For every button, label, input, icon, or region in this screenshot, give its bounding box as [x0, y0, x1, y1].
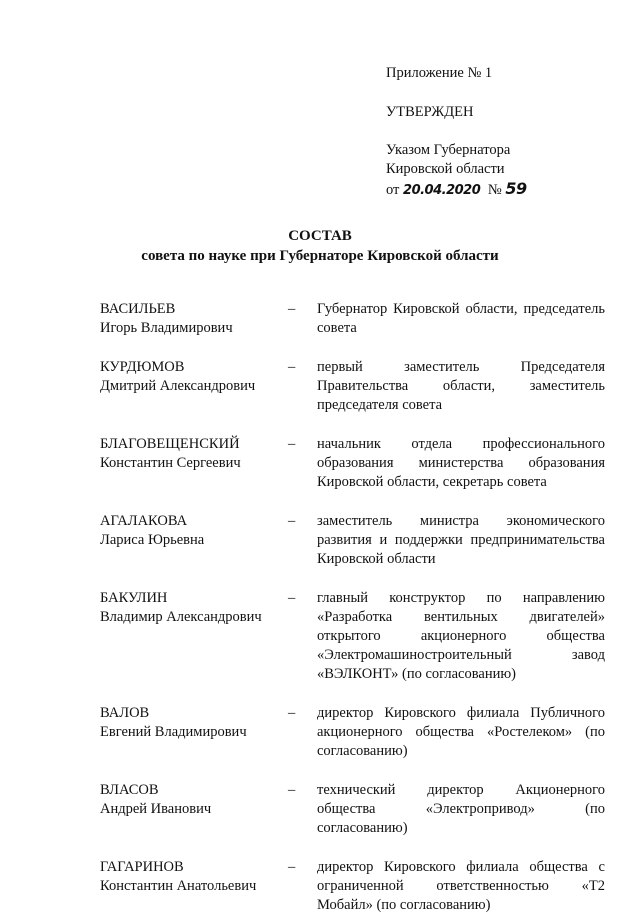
dash: –	[288, 590, 296, 606]
approval-block	[386, 64, 527, 200]
decree-line-1: Указом Губернатора	[386, 142, 511, 158]
member-surname: БЛАГОВЕЩЕНСКИЙ	[100, 436, 240, 452]
members-list	[100, 300, 610, 915]
member-name	[100, 858, 280, 896]
member-surname: ГАГАРИНОВ	[100, 859, 184, 875]
dash: –	[288, 782, 296, 798]
member-surname: ВЛАСОВ	[100, 782, 159, 798]
member-name	[100, 781, 280, 819]
member-name	[100, 300, 280, 338]
decree-line-2: Кировской области	[386, 161, 505, 177]
dash: –	[288, 359, 296, 375]
member-name	[100, 704, 280, 742]
member-row	[100, 589, 610, 684]
document-title	[0, 226, 640, 266]
member-given-name: Евгений Владимирович	[100, 724, 247, 740]
member-given-name: Константин Анатольевич	[100, 878, 257, 894]
title-heading: СОСТАВ	[288, 228, 352, 244]
annex-label: Приложение № 1	[386, 65, 493, 81]
member-row	[100, 300, 610, 338]
dash: –	[288, 513, 296, 529]
member-row	[100, 781, 610, 838]
member-surname: АГАЛАКОВА	[100, 513, 188, 529]
member-role: технический директор Акционерного общества «Электропривод» (по согласованию)	[317, 782, 605, 836]
member-role: главный конструктор по направлению «Разработка вентильных двигателей» открытого акционерного общества «Электромашиностроительный завод «ВЭЛКОНТ» (по согласованию)	[317, 590, 605, 682]
member-role: первый заместитель Председателя Правительства области, заместитель председателя совета	[317, 359, 605, 413]
member-given-name: Дмитрий Александрович	[100, 378, 256, 394]
decree-date-line	[386, 179, 527, 200]
member-role: директор Кировского филиала общества с ограниченной ответственностью «Т2 Мобайл» (по согласованию)	[317, 859, 605, 913]
dash: –	[288, 301, 296, 317]
member-surname: ВАЛОВ	[100, 705, 150, 721]
from-label: от	[386, 182, 400, 198]
handwritten-number: 59	[505, 179, 527, 198]
member-row	[100, 358, 610, 415]
approved-label: УТВЕРЖДЕН	[386, 104, 474, 120]
member-row	[100, 512, 610, 569]
member-role: директор Кировского филиала Публичного акционерного общества «Ростелеком» (по согласованию)	[317, 705, 605, 759]
member-surname: БАКУЛИН	[100, 590, 168, 606]
member-name	[100, 358, 280, 396]
member-row	[100, 704, 610, 761]
handwritten-date: 20.04.2020	[403, 183, 481, 198]
member-given-name: Андрей Иванович	[100, 801, 212, 817]
member-given-name: Игорь Владимирович	[100, 320, 233, 336]
member-given-name: Константин Сергеевич	[100, 455, 241, 471]
member-given-name: Лариса Юрьевна	[100, 532, 205, 548]
number-sign: №	[487, 182, 502, 198]
member-name	[100, 512, 280, 550]
title-subheading: совета по науке при Губернаторе Кировской области	[141, 248, 499, 264]
member-row	[100, 858, 610, 915]
member-row	[100, 435, 610, 492]
member-surname: ВАСИЛЬЕВ	[100, 301, 176, 317]
member-role: заместитель министра экономического развития и поддержки предпринимательства Кировской области	[317, 513, 605, 567]
member-role: Губернатор Кировской области, председатель совета	[317, 301, 605, 336]
member-given-name: Владимир Александрович	[100, 609, 262, 625]
dash: –	[288, 705, 296, 721]
member-surname: КУРДЮМОВ	[100, 359, 185, 375]
dash: –	[288, 436, 296, 452]
dash: –	[288, 859, 296, 875]
member-name	[100, 589, 280, 627]
member-role: начальник отдела профессионального образования министерства образования Кировской области, секретарь совета	[317, 436, 605, 490]
member-name	[100, 435, 280, 473]
